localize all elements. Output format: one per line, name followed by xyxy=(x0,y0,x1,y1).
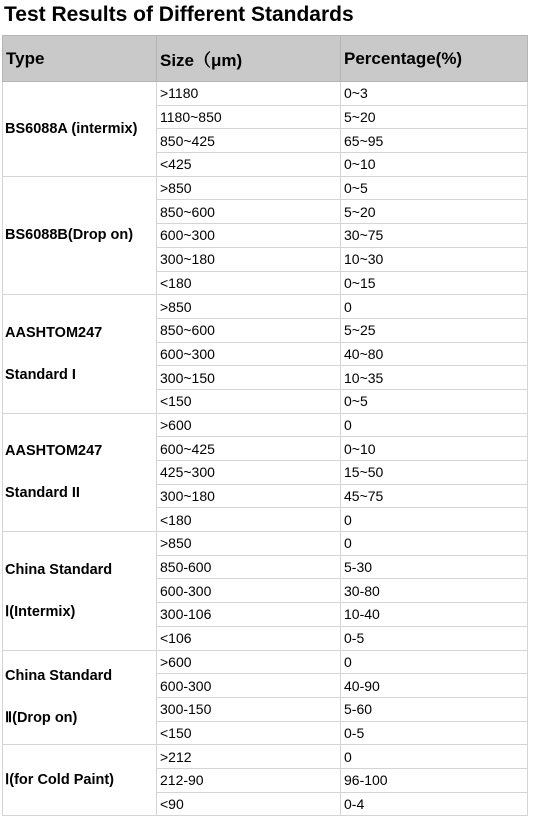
percentage-cell: 0-4 xyxy=(341,792,528,816)
table-row xyxy=(3,745,528,769)
size-cell: <180 xyxy=(157,508,341,532)
standard-type-label: China Standard xyxy=(5,561,113,578)
standard-type-cell xyxy=(3,650,157,745)
standard-type-label: BS6088B(Drop on) xyxy=(5,227,134,244)
standard-type-cell xyxy=(3,176,157,294)
standard-type-cell xyxy=(3,82,157,177)
size-cell: >1180 xyxy=(157,82,341,106)
header-percentage: Percentage(%) xyxy=(341,36,528,82)
size-cell: 300~180 xyxy=(157,247,341,271)
size-cell: 600~425 xyxy=(157,437,341,461)
size-cell: <150 xyxy=(157,721,341,745)
percentage-cell: 0-5 xyxy=(341,626,528,650)
percentage-cell: 0~10 xyxy=(341,437,528,461)
percentage-cell: 96-100 xyxy=(341,768,528,792)
standard-type-cell xyxy=(3,745,157,816)
percentage-cell: 0 xyxy=(341,650,528,674)
size-cell: >212 xyxy=(157,745,341,769)
percentage-cell: 0 xyxy=(341,532,528,556)
page-title: Test Results of Different Standards xyxy=(4,3,354,26)
size-cell: 300~150 xyxy=(157,366,341,390)
percentage-cell: 65~95 xyxy=(341,129,528,153)
table-row xyxy=(3,532,528,556)
size-cell: 850~425 xyxy=(157,129,341,153)
table-row xyxy=(3,650,528,674)
size-cell: <106 xyxy=(157,626,341,650)
size-cell: 300-150 xyxy=(157,697,341,721)
standard-type-label: China Standard xyxy=(5,668,113,685)
size-cell: 850-600 xyxy=(157,555,341,579)
percentage-cell: 10-40 xyxy=(341,603,528,627)
size-cell: 850~600 xyxy=(157,318,341,342)
standard-type-cell xyxy=(3,532,157,650)
standard-type-label: Ⅰ(Intermix) xyxy=(5,603,76,620)
percentage-cell: 0-5 xyxy=(341,721,528,745)
size-cell: 600-300 xyxy=(157,674,341,698)
percentage-cell: 10~30 xyxy=(341,247,528,271)
percentage-cell: 0 xyxy=(341,745,528,769)
percentage-cell: 0 xyxy=(341,508,528,532)
percentage-cell: 0~10 xyxy=(341,153,528,177)
size-cell: <90 xyxy=(157,792,341,816)
percentage-cell: 5-60 xyxy=(341,697,528,721)
percentage-cell: 10~35 xyxy=(341,366,528,390)
percentage-cell: 40-90 xyxy=(341,674,528,698)
size-cell: <425 xyxy=(157,153,341,177)
size-cell: 300~180 xyxy=(157,484,341,508)
standard-type-label: Ⅰ(for Cold Paint) xyxy=(5,772,114,789)
standard-type-label: Ⅱ(Drop on) xyxy=(5,710,78,727)
standard-type-label: BS6088A (intermix) xyxy=(5,120,138,137)
size-cell: >850 xyxy=(157,295,341,319)
standard-type-label: Standard I xyxy=(5,366,76,383)
size-cell: >850 xyxy=(157,532,341,556)
size-cell: 300-106 xyxy=(157,603,341,627)
size-cell: >600 xyxy=(157,413,341,437)
size-cell: 1180~850 xyxy=(157,105,341,129)
percentage-cell: 30-80 xyxy=(341,579,528,603)
table-header-row xyxy=(3,36,528,82)
percentage-cell: 0~5 xyxy=(341,176,528,200)
size-cell: >600 xyxy=(157,650,341,674)
percentage-cell: 0~5 xyxy=(341,389,528,413)
standard-type-label: Standard II xyxy=(5,485,80,502)
table-body xyxy=(3,82,528,816)
percentage-cell: 5~25 xyxy=(341,318,528,342)
size-cell: >850 xyxy=(157,176,341,200)
standard-type-cell xyxy=(3,295,157,413)
size-cell: 600-300 xyxy=(157,579,341,603)
size-cell: <150 xyxy=(157,389,341,413)
percentage-cell: 0 xyxy=(341,413,528,437)
size-cell: 600~300 xyxy=(157,342,341,366)
standard-type-label: AASHTOM247 xyxy=(5,324,103,341)
size-cell: 212-90 xyxy=(157,768,341,792)
percentage-cell: 5-30 xyxy=(341,555,528,579)
header-size: Size（μm) xyxy=(157,36,341,82)
table-row xyxy=(3,176,528,200)
header-type: Type xyxy=(3,36,157,82)
standard-type-label: AASHTOM247 xyxy=(5,443,103,460)
standard-type-cell xyxy=(3,413,157,531)
table-row xyxy=(3,413,528,437)
percentage-cell: 5~20 xyxy=(341,200,528,224)
percentage-cell: 45~75 xyxy=(341,484,528,508)
percentage-cell: 0 xyxy=(341,295,528,319)
table-row xyxy=(3,82,528,106)
percentage-cell: 30~75 xyxy=(341,224,528,248)
percentage-cell: 0~15 xyxy=(341,271,528,295)
percentage-cell: 5~20 xyxy=(341,105,528,129)
percentage-cell: 0~3 xyxy=(341,82,528,106)
size-cell: 600~300 xyxy=(157,224,341,248)
size-cell: 425~300 xyxy=(157,461,341,485)
percentage-cell: 40~80 xyxy=(341,342,528,366)
size-cell: <180 xyxy=(157,271,341,295)
size-cell: 850~600 xyxy=(157,200,341,224)
results-table xyxy=(2,35,528,816)
table-row xyxy=(3,295,528,319)
percentage-cell: 15~50 xyxy=(341,461,528,485)
